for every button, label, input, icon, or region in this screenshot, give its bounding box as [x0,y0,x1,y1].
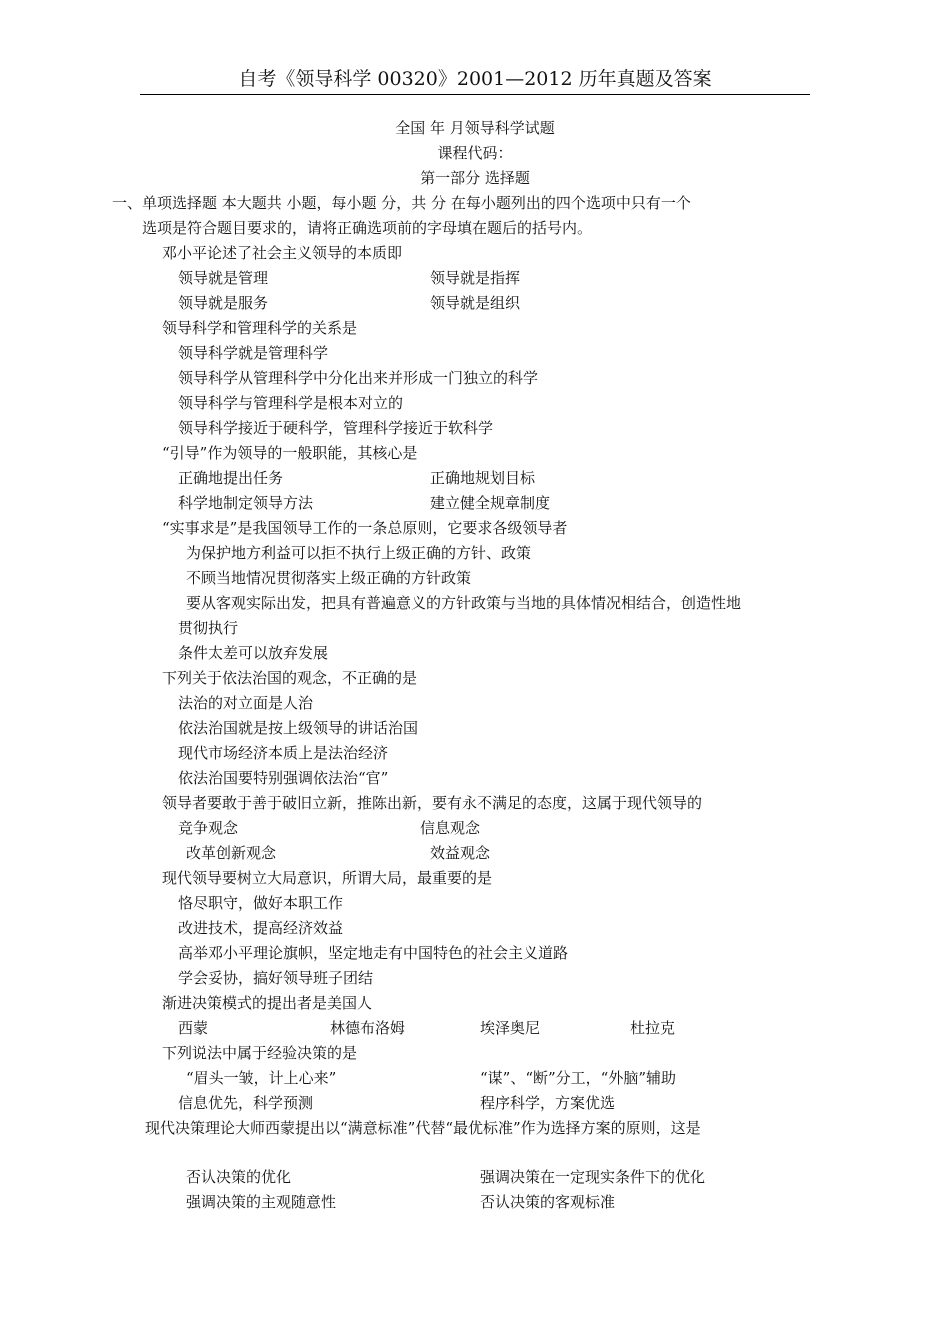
option-a: 法治的对立面是人治 [178,694,314,712]
part-heading: 第一部分 选择题 [420,169,530,187]
option-d: 领导科学接近于硬科学，管理科学接近于软科学 [178,419,494,437]
option-d: 杜拉克 [630,1019,676,1037]
document-header: 自考《领导科学 00320》2001—2012 历年真题及答案 [238,68,712,90]
option-d: 依法治国要特别强调依法治“官” [178,769,389,787]
option-c: 科学地制定领导方法 [178,494,314,512]
option-c: 现代市场经济本质上是法治经济 [178,744,389,762]
section-instruction: 一、单项选择题 本大题共 小题，每小题 分，共 分 在每小题列出的四个选项中只有一个 [112,194,691,212]
option-d: 否认决策的客观标准 [480,1193,616,1211]
option-b: 改进技术，提高经济效益 [178,919,344,937]
option-a: 恪尽职守，做好本职工作 [178,894,344,912]
option-b: “谋”、“断”分工，“外脑”辅助 [480,1069,677,1087]
option-b: 领导科学从管理科学中分化出来并形成一门独立的科学 [178,369,539,387]
option-b: 强调决策在一定现实条件下的优化 [480,1168,706,1186]
option-d: 学会妥协，搞好领导班子团结 [178,969,374,987]
question-stem: 邓小平论述了社会主义领导的本质即 [162,244,403,262]
question-stem: 下列关于依法治国的观念，不正确的是 [162,669,418,687]
question-stem: 领导科学和管理科学的关系是 [162,319,358,337]
section-instruction-cont: 选项是符合题目要求的，请将正确选项前的字母填在题后的括号内。 [142,219,593,237]
option-c: 强调决策的主观随意性 [186,1193,337,1211]
question-stem: “引导”作为领导的一般职能，其核心是 [162,444,418,462]
option-b: 依法治国就是按上级领导的讲话治国 [178,719,419,737]
option-a: 西蒙 [178,1019,209,1037]
question-stem: 渐进决策模式的提出者是美国人 [162,994,373,1012]
option-d: 程序科学，方案优选 [480,1094,616,1112]
option-b: 林德布洛姆 [330,1019,406,1037]
header-rule [140,94,810,95]
option-d: 条件太差可以放弃发展 [178,644,329,662]
course-code: 课程代码： [437,144,513,162]
option-a: 否认决策的优化 [186,1168,292,1186]
option-c: 埃泽奥尼 [480,1019,541,1037]
exam-title: 全国 年 月领导科学试题 [395,119,555,137]
option-a: 领导科学就是管理科学 [178,344,329,362]
option-b: 正确地规划目标 [430,469,536,487]
option-a: 正确地提出任务 [178,469,284,487]
option-b: 不顾当地情况贯彻落实上级正确的方针政策 [186,569,472,587]
question-stem: 下列说法中属于经验决策的是 [162,1044,358,1062]
option-c: 改革创新观念 [186,844,277,862]
option-a: 领导就是管理 [178,269,269,287]
question-stem: 现代领导要树立大局意识，所谓大局，最重要的是 [162,869,493,887]
option-c: 要从客观实际出发，把具有普遍意义的方针政策与当地的具体情况相结合，创造性地 [186,594,742,612]
option-d: 建立健全规章制度 [430,494,551,512]
option-d: 领导就是组织 [430,294,521,312]
option-c: 领导科学与管理科学是根本对立的 [178,394,404,412]
question-stem: “实事求是”是我国领导工作的一条总原则，它要求各级领导者 [162,519,568,537]
question-stem: 领导者要敢于善于破旧立新，推陈出新，要有永不满足的态度，这属于现代领导的 [162,794,703,812]
option-b: 信息观念 [420,819,481,837]
option-d: 效益观念 [430,844,491,862]
option-c-cont: 贯彻执行 [178,619,239,637]
option-b: 领导就是指挥 [430,269,521,287]
option-a: 竞争观念 [178,819,239,837]
option-a: 为保护地方利益可以拒不执行上级正确的方针、政策 [186,544,532,562]
option-c: 高举邓小平理论旗帜，坚定地走有中国特色的社会主义道路 [178,944,569,962]
option-c: 信息优先，科学预测 [178,1094,314,1112]
option-c: 领导就是服务 [178,294,269,312]
question-stem: 现代决策理论大师西蒙提出以“满意标准”代替“最优标准”作为选择方案的原则，这是 [145,1119,701,1137]
option-a: “眉头一皱，计上心来” [186,1069,337,1087]
